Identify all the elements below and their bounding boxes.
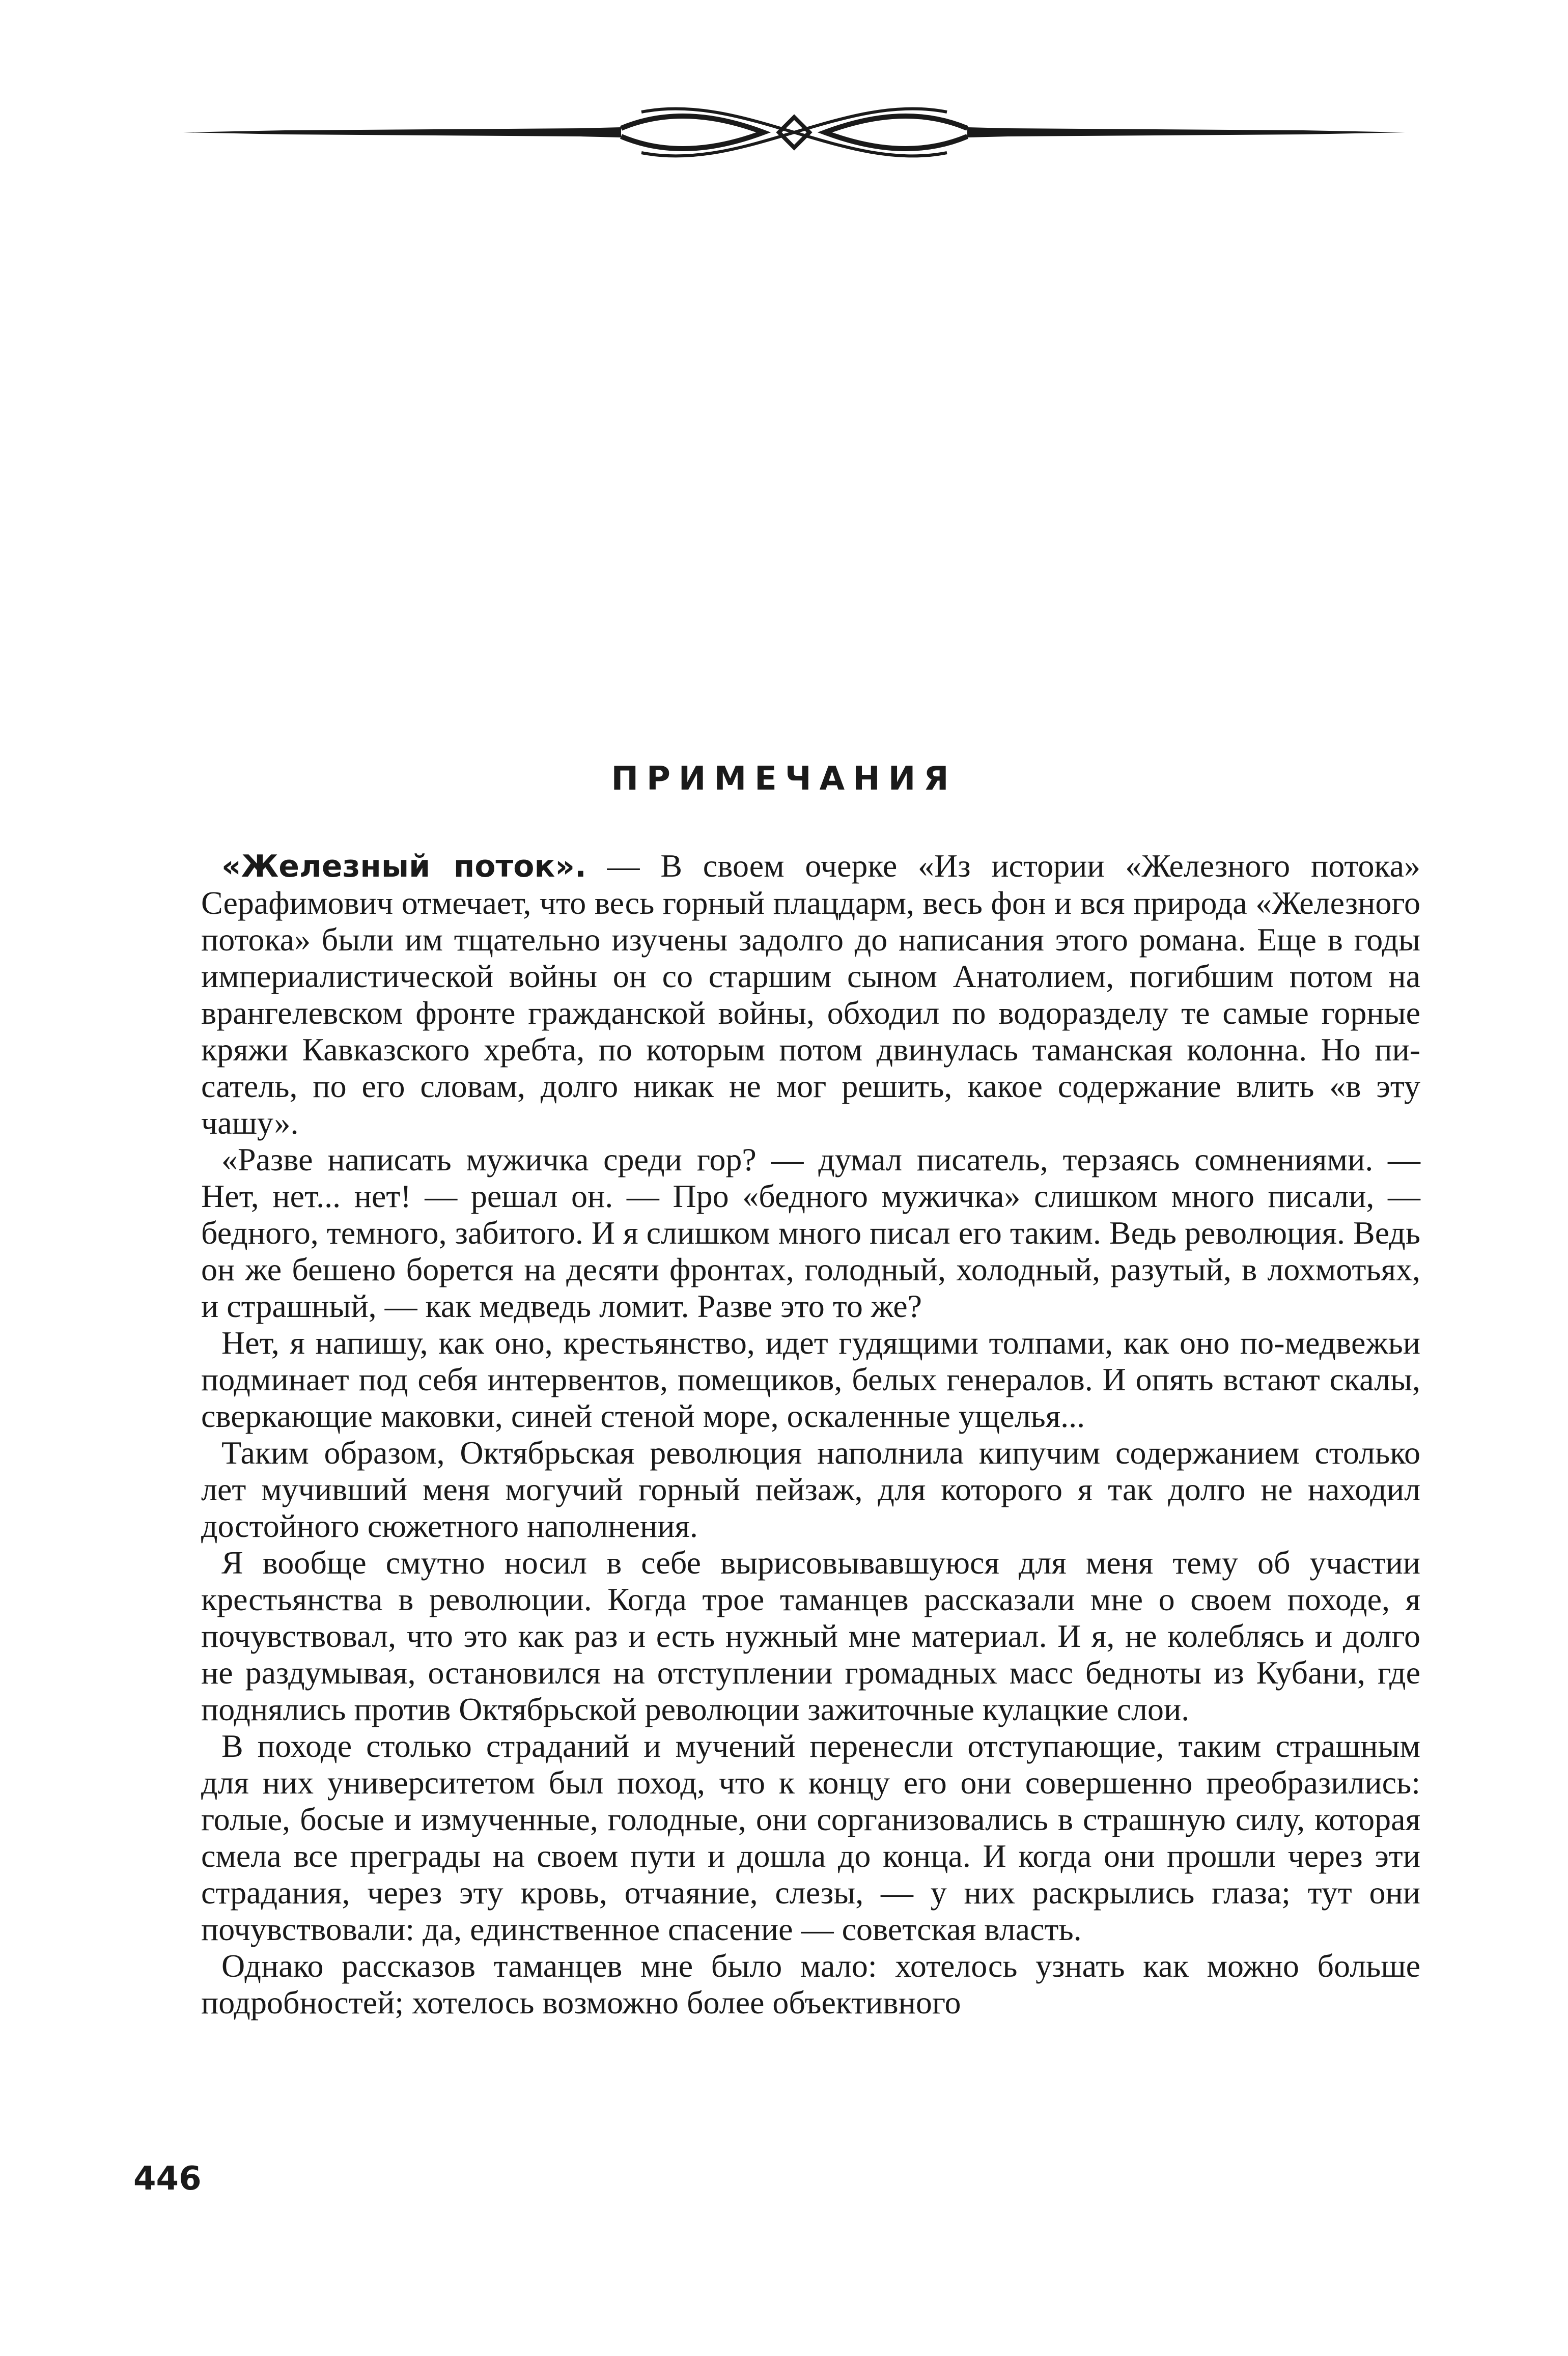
paragraph: Однако рассказов таманцев мне было мало: хотелось узнать как можно больше подробностей; хотелось возможно более объективного (201, 1948, 1420, 2021)
paragraph: Таким образом, Октябрьская революция наполнила кипучим содержанием столько лет мучивший меня могучий горный пейзаж, для которого я так долго не находил достойного сюжетного наполнения. (201, 1435, 1420, 1544)
paragraph: В походе столько страданий и мучений перенесли отступающие, таким страшным для них университетом был поход, что к концу его они совершенно преобразились: голые, босые и измученные, голодные, они сорганизовались в страшную силу, которая смела все преграды на своем пути и дошла до конца. И когда они прошли через эти страдания, через эту кровь, отчаяние, слезы, — у них раскрылись глаза; тут они почувствовали: да, единственное спасение — советская власть. (201, 1728, 1420, 1947)
page-number: 446 (133, 2160, 202, 2198)
notes-body (201, 848, 1420, 2021)
section-heading: ПРИМЕЧАНИЯ (611, 760, 957, 798)
paragraph (201, 848, 1420, 1141)
decorative-ornament-divider (183, 97, 1405, 168)
lead-title: «Железный поток». (221, 849, 586, 884)
paragraph: Я вообще смутно носил в себе вырисовывавшуюся для меня тему об участии крестьянства в революции. Когда трое таманцев рассказали мне о своем походе, я почувствовал, что это как раз и есть нужный мне материал. И я, не колеблясь и долго не раздумывая, остановился на отступлении громадных масс бедноты из Кубани, где поднялись против Октябрьской революции зажиточные кулацкие слои. (201, 1545, 1420, 1727)
paragraph: Нет, я напишу, как оно, крестьянство, идет гудящими толпами, как оно по-медвежьи подминает под себя интервентов, помещиков, белых генералов. И опять встают скалы, сверкающие маковки, синей стеной море, оскаленные ущелья... (201, 1325, 1420, 1434)
paragraph: «Разве написать мужичка среди гор? — думал писатель, терзаясь сомнениями. — Нет, нет... нет! — решал он. — Про «бедного мужичка» слишком много писали, — бедного, темного, забитого. И я слишком много писал его таким. Ведь революция. Ведь он же бешено борется на десяти фронтах, голодный, холодный, разутый, в лохмотьях, и страшный, — как медведь ломит. Разве это то же? (201, 1141, 1420, 1324)
paragraph-text: — В своем очерке «Из истории «Железного потока» Серафимович отмечает, что весь горный плацдарм, весь фон и вся природа «Железного потока» были им тщательно изучены задолго до написания этого романа. Еще в годы империалистической войны он со старшим сыном Анатолием, погибшим потом на врангелевском фронте гражданской войны, обходил по водоразделу те самые горные кряжи Кавказского хребта, по которым потом двинулась таманская колонна. Но писатель, по его словам, долго никак не мог решить, какое содержание влить «в эту чашу». (201, 848, 1421, 1141)
